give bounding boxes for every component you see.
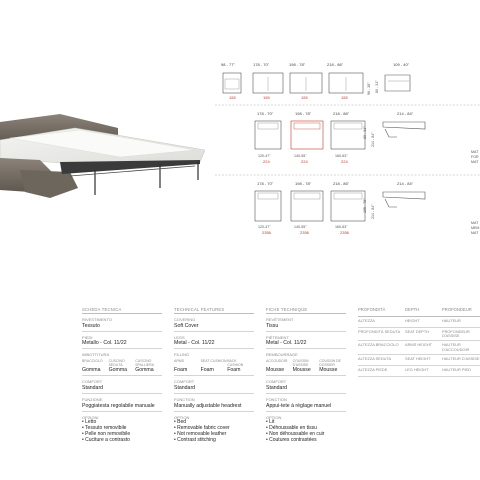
svg-text:80 - 31": 80 - 31" — [375, 80, 379, 93]
label: REMBOURRAGE — [266, 352, 298, 358]
svg-text:MAT: MAT — [471, 231, 479, 235]
value: Foam — [227, 367, 241, 374]
dimension-row — [358, 355, 480, 366]
label: FUNZIONE — [82, 396, 103, 402]
svg-text:155: 155 — [301, 95, 308, 100]
label: PIÉTEMENT — [266, 334, 289, 340]
sub-label: ARMS — [174, 358, 185, 363]
value: Standard — [266, 385, 346, 394]
sub-label: BACK CUSHION — [227, 358, 244, 367]
label: OPZIONI — [82, 414, 99, 420]
label: FONCTION — [266, 396, 287, 402]
svg-text:195 - 76": 195 - 76" — [363, 198, 367, 213]
svg-text:218 - 86": 218 - 86" — [333, 181, 350, 186]
option-item: • Lit — [266, 419, 275, 426]
svg-text:96 - 38": 96 - 38" — [367, 82, 371, 95]
value: Gomma — [82, 367, 101, 374]
svg-text:155: 155 — [263, 95, 270, 100]
svg-text:214 - 84": 214 - 84" — [371, 204, 375, 219]
label: ALTEZZA BRACCIOLO — [358, 342, 399, 348]
sub-label: SEAT CUSHION — [200, 358, 227, 363]
svg-text:224: 224 — [263, 159, 270, 164]
label: LEG HEIGHT — [405, 366, 429, 372]
value: Mousse — [319, 367, 338, 374]
svg-text:155: 155 — [229, 95, 236, 100]
label: OPTION — [266, 414, 282, 420]
value: Appui-tete à réglage manuel — [266, 403, 346, 412]
sub-label: ACCOUDOIR — [266, 358, 288, 363]
dimension-row — [358, 366, 480, 377]
label: PROFONDEUR D'ASSISE — [442, 329, 470, 339]
svg-text:155: 155 — [341, 95, 348, 100]
label: COMFORT — [82, 379, 103, 385]
option-item: • Déhoussable en tissu — [266, 424, 317, 431]
option-item: • Contrast stitching — [174, 436, 216, 443]
svg-text:198 - 78": 198 - 78" — [289, 62, 306, 67]
svg-text:120-47": 120-47" — [258, 225, 271, 229]
value: Metal - Col. 11/22 — [266, 340, 346, 349]
dimension-labels — [358, 306, 480, 377]
svg-text:224: 224 — [301, 159, 308, 164]
svg-text:160-63": 160-63" — [335, 225, 348, 229]
value: Metal - Col. 11/22 — [174, 340, 254, 349]
option-item: • Pelle non removibile — [82, 430, 131, 437]
svg-text:2356: 2356 — [300, 230, 309, 235]
svg-text:80 - 31": 80 - 31" — [363, 126, 367, 139]
svg-text:MEM: MEM — [471, 226, 480, 230]
svg-text:178 - 70": 178 - 70" — [257, 181, 274, 186]
value: Tessuto — [82, 323, 162, 332]
label: FUNCTION — [174, 396, 195, 402]
option-item: • Tessuto removibile — [82, 424, 127, 431]
svg-text:FOR: FOR — [471, 155, 479, 159]
label: OPTION — [174, 414, 190, 420]
label: SEAT HEIGHT — [405, 355, 431, 361]
value: Standard — [174, 385, 254, 394]
svg-text:214 - 84": 214 - 84" — [397, 111, 414, 116]
sofa-bed-photo — [0, 100, 205, 210]
svg-text:224: 224 — [341, 159, 348, 164]
label: HAUTEUR D'ACCOUDOIR — [442, 342, 470, 352]
label: PIEDI — [82, 334, 93, 340]
label: IMBOTTITURA — [82, 352, 110, 358]
value: Soft Cover — [174, 323, 254, 332]
sub-label: CUSCINO SPALLIERA — [135, 358, 154, 367]
option-item: • Coutures contrastées — [266, 436, 317, 443]
sub-label: CUSCINO SEDUTA — [108, 358, 125, 367]
spec-column-it — [82, 306, 162, 443]
label: ALTEZZA SEDUTA — [358, 355, 392, 361]
svg-text:2356: 2356 — [262, 230, 271, 235]
svg-text:MAT: MAT — [471, 160, 479, 164]
svg-text:160-63": 160-63" — [335, 154, 348, 158]
option-item: • Non déhoussable en cuir — [266, 430, 325, 437]
value: Tissu — [266, 323, 346, 332]
svg-text:120-47": 120-47" — [258, 154, 271, 158]
option-item: • Not removable leather — [174, 430, 227, 437]
option-item: • Bed — [174, 419, 187, 426]
sub-label: BRACCIOLO — [82, 358, 103, 363]
svg-text:178 - 70": 178 - 70" — [253, 62, 270, 67]
value: Gomma — [135, 367, 154, 374]
label: LEGS — [174, 334, 185, 340]
label: HAUTEUR — [442, 318, 461, 323]
column-header: DEPTH — [405, 307, 420, 312]
value: Mousse — [292, 367, 311, 374]
value: Mousse — [266, 367, 285, 374]
svg-text:2356: 2356 — [340, 230, 349, 235]
dimension-row — [358, 341, 480, 354]
label: FILLING — [174, 352, 190, 358]
label: COVERING — [174, 317, 196, 322]
technical-drawings — [205, 55, 480, 245]
svg-text:98 - 77": 98 - 77" — [221, 62, 235, 67]
label: RIVESTIMENTO — [82, 317, 112, 322]
svg-text:MAT: MAT — [471, 150, 479, 154]
sub-label: COUSSIN D'ASSISE — [292, 358, 309, 367]
svg-text:198 - 78": 198 - 78" — [295, 181, 312, 186]
value: Foam — [200, 367, 214, 374]
column-header: SCHEDA TECNICA — [82, 306, 162, 314]
row1-drawings — [221, 62, 410, 100]
value: Manually adjustable headrest — [174, 403, 254, 412]
svg-text:214 - 84": 214 - 84" — [371, 132, 375, 147]
label: HAUTEUR PIED — [442, 366, 471, 372]
spec-column-fr — [266, 306, 346, 443]
dimension-row — [358, 317, 480, 328]
svg-text:214 - 84": 214 - 84" — [397, 181, 414, 186]
column-header: TECHNICAL FEATURES — [174, 306, 254, 314]
svg-text:198 - 78": 198 - 78" — [295, 111, 312, 116]
label: ALTEZZA — [358, 318, 375, 323]
value: Standard — [82, 385, 162, 394]
row3-drawings — [255, 181, 425, 235]
svg-text:140-55": 140-55" — [294, 154, 307, 158]
label: HEIGHT — [405, 318, 420, 323]
column-header: PROFONDEUR — [442, 307, 472, 312]
row2-drawings — [255, 111, 425, 164]
label: COMFORT — [174, 379, 195, 385]
svg-text:178 - 70": 178 - 70" — [257, 111, 274, 116]
value: Gomma — [108, 367, 128, 374]
label: PROFONDITÀ SEDUTA — [358, 329, 401, 334]
value: Metallo - Col. 11/22 — [82, 340, 162, 349]
label: SEAT DEPTH — [405, 329, 430, 334]
column-header: PROFONDITÀ — [358, 307, 386, 312]
option-item: • Letto — [82, 419, 97, 426]
option-item: • Cuciture a contrasto — [82, 436, 130, 443]
sub-label: COUSSIN DE DOSSIER — [319, 358, 341, 367]
svg-text:109 - 40": 109 - 40" — [393, 62, 410, 67]
value: Foam — [174, 367, 188, 374]
svg-text:218 - 86": 218 - 86" — [333, 111, 350, 116]
svg-text:218 - 86": 218 - 86" — [327, 62, 344, 67]
dimension-row — [358, 328, 480, 341]
label: ARMS HEIGHT — [405, 342, 433, 348]
svg-text:MAT: MAT — [471, 221, 479, 225]
option-item: • Removable fabric cover — [174, 424, 230, 431]
column-header: FICHE TECHNIQUE — [266, 306, 346, 314]
label: REVÊTEMENT — [266, 317, 294, 322]
value: Poggiatesta regolabile manuale — [82, 403, 162, 412]
label: COMFORT — [266, 379, 287, 385]
label: HAUTEUR D'ASSISE — [442, 355, 480, 361]
label: ALTEZZA PIEDE — [358, 366, 388, 372]
svg-text:140-55": 140-55" — [294, 225, 307, 229]
spec-table — [82, 306, 480, 466]
spec-column-en — [174, 306, 254, 443]
